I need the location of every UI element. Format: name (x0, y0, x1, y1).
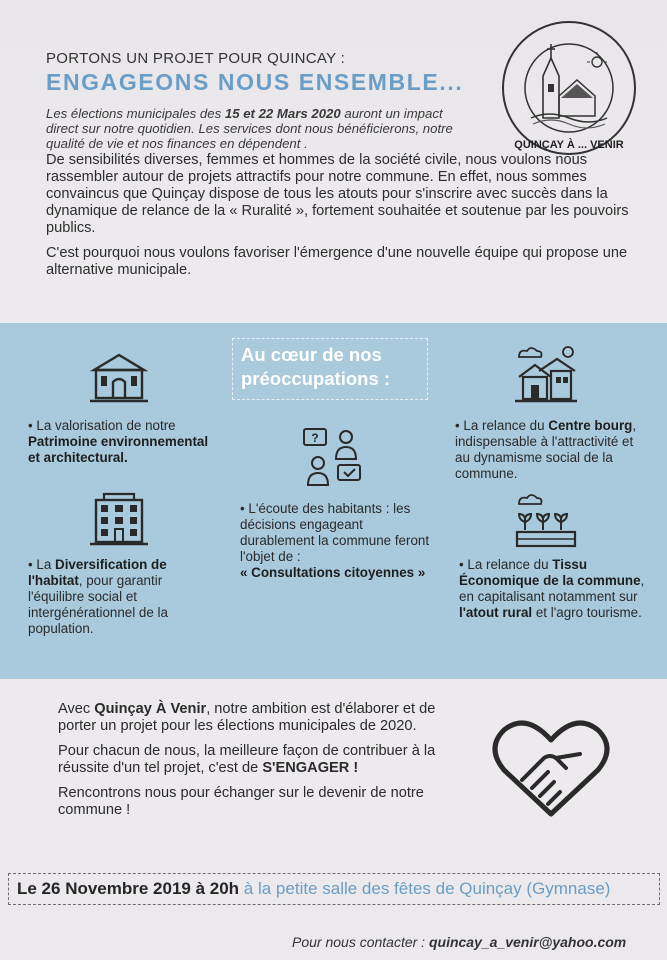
item-text: et l'agro tourisme. (532, 605, 642, 620)
item-text: , indispensable à l'attractivité et au dynamisme social de la commune. (455, 418, 637, 481)
body-paragraph: De sensibilités diverses, femmes et hommes de la société civile, nous voulons nous rassembler autour de projets attractifs pour notre commune. En effet, nous sommes convaincus que Quinçay dispose de tous les atouts pour s'inscrire avec succès dans la dynamique de relance de la « Ruralité », fortement souhaitée et soutenue par les pouvoirs publics. (46, 152, 629, 236)
focus-item-centre-bourg (455, 418, 650, 482)
item-text: • La (28, 557, 56, 572)
item-text: • La relance du (455, 418, 549, 433)
item-bold: l'atout rural (459, 605, 533, 620)
focus-title: Au cœur de nos préoccupations : (232, 338, 428, 400)
kicker: PORTONS UN PROJET POUR QUINCAY : (46, 50, 346, 67)
conversation-people-icon (302, 425, 364, 487)
event-banner (8, 873, 660, 905)
heart-handshake-icon (492, 718, 610, 818)
intro-text (46, 106, 476, 151)
item-bold: « Consultations citoyennes » (240, 565, 426, 580)
closing-part: Avec (58, 701, 95, 717)
focus-item-tissu-economique (459, 557, 654, 621)
closing-paragraph (58, 743, 458, 776)
church-landscape-logo (499, 18, 639, 158)
item-text: , pour garantir l'équilibre social et intergénérationnel de la population. (28, 573, 168, 636)
contact-label: Pour nous contacter : (292, 934, 429, 950)
apartment-building-icon (90, 490, 148, 548)
header (46, 50, 496, 151)
event-location: à la petite salle des fêtes de Quinçay (Gymnase) (239, 879, 611, 898)
logo-text: QUINÇAY À ... VENIR (514, 139, 624, 151)
closing-part: , notre ambition est d'élaborer et de porter un projet pour les élections municipales de 2020. (58, 701, 436, 734)
focus-item-habitat (28, 557, 208, 637)
town-hall-icon (90, 352, 148, 404)
focus-item-ecoute (240, 501, 440, 581)
village-houses-icon (515, 345, 577, 405)
item-bold: Patrimoine environnemental et architectural. (28, 434, 209, 465)
item-bold: Tissu Économique de la commune (459, 557, 641, 588)
contact-line (292, 934, 626, 950)
farm-field-icon (515, 490, 577, 550)
event-date: Le 26 Novembre 2019 à 20h (17, 879, 240, 898)
svg-text:?: ? (311, 431, 319, 445)
item-text: , en capitalisant notamment sur (459, 573, 645, 604)
intro-dates: 15 et 22 Mars 2020 (224, 106, 341, 121)
headline: ENGAGEONS NOUS ENSEMBLE... (46, 69, 464, 95)
body-text (46, 152, 636, 287)
item-bold: Diversification de l'habitat (28, 557, 167, 588)
item-bold: Centre bourg (548, 418, 633, 433)
item-text: • L'écoute des habitants : les décisions engageant durablement la commune feront l'objet de : (240, 501, 430, 564)
contact-email[interactable]: quincay_a_venir@yahoo.com (428, 934, 627, 950)
brand-name: Quinçay À Venir (94, 701, 207, 717)
closing-paragraph: Rencontrons nous pour échanger sur le devenir de notre commune ! (58, 785, 424, 818)
body-paragraph: C'est pourquoi nous voulons favoriser l'émergence d'une nouvelle équipe qui propose une alternative municipale. (46, 245, 628, 278)
item-text: • La relance du (459, 557, 553, 572)
closing-text (58, 701, 458, 827)
intro-part: auront un impact direct sur notre quotidien. Les services dont nous bénéficierons, notre qualité de vie et nos finances en dépendent . (46, 106, 453, 151)
closing-paragraph (58, 701, 458, 734)
item-text: • La valorisation de notre (28, 418, 176, 433)
closing-part: Pour chacun de nous, la meilleure façon de contribuer à la réussite d'un tel projet, c'est de (58, 743, 436, 776)
focus-item-patrimoine (28, 418, 218, 466)
engage-call: S'ENGAGER ! (262, 759, 359, 776)
intro-part: Les élections municipales des (46, 106, 225, 121)
